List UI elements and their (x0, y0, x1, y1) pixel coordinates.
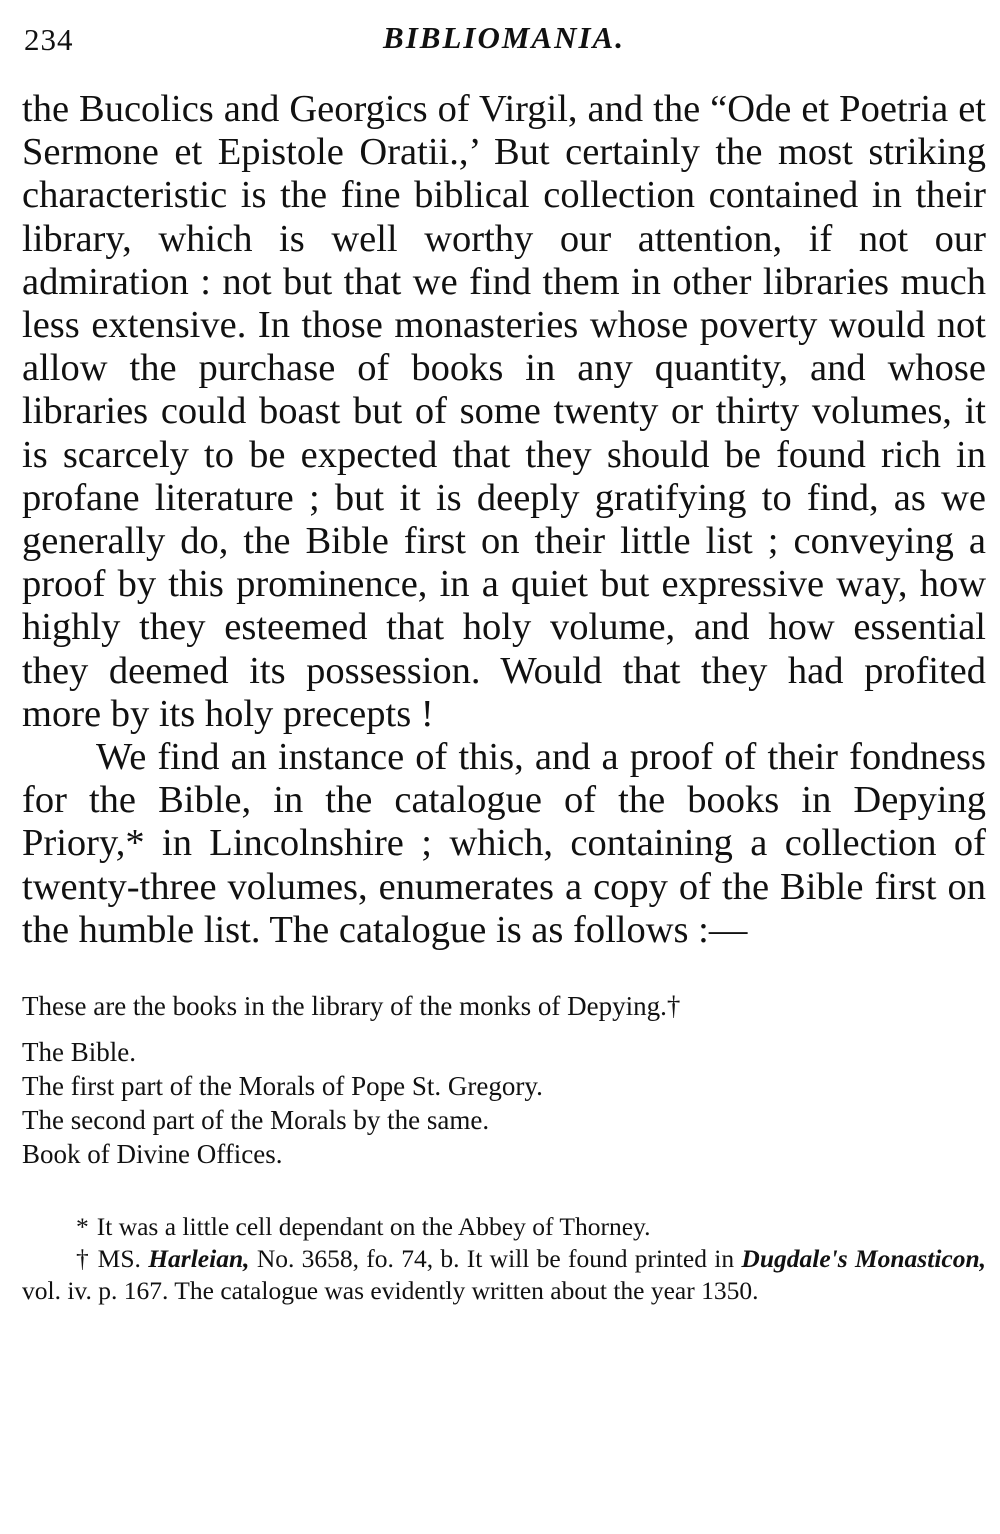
catalogue-item: Book of Divine Offices. (22, 1139, 283, 1170)
paragraph-1: the Bucolics and Georgics of Virgil, and the “Ode et Poetria et Sermone et Epistole Oratii.,’ But certainly the most striking characteristic is the fine biblical collection contained in their library, which is well worthy our attention, if not our admiration : not but that we find them in other libraries much less extensive. In those monasteries whose poverty would not allow the purchase of books in any quantity, and whose libraries could boast but of some twenty or thirty volumes, it is scarcely to be expected that they should be found rich in profane literature ; but it is deeply gratifying to find, as we generally do, the Bible first on their little list ; conveying a proof by this prominence, in a quiet but expressive way, how highly they esteemed that holy volume, and how essential they deemed its possession. Would that they had profited more by its holy precepts ! (22, 88, 986, 735)
footnote-1-mark: * (76, 1212, 89, 1242)
footnote-1 (22, 1211, 986, 1243)
footnote-2-mark: † (76, 1244, 90, 1274)
body-text (22, 88, 986, 952)
page-number: 234 (24, 22, 74, 57)
footnote-2-suffix: vol. iv. p. 167. The catalogue was evidently written about the year 1350. (22, 1276, 759, 1306)
book-page (22, 14, 986, 1307)
footnote-2-middle: No. 3658, fo. 74, b. It will be found printed in (256, 1244, 735, 1274)
catalogue-list (22, 1035, 986, 1171)
footnote-2-title-harleian: Harleian, (148, 1244, 250, 1274)
catalogue (22, 989, 986, 1171)
footnotes (22, 1211, 986, 1307)
footnote-2-prefix: MS. (97, 1244, 141, 1274)
running-head (22, 14, 986, 64)
paragraph-2: We find an instance of this, and a proof of their fondness for the Bible, in the catalogue of the books in Depying Priory,* in Lincolnshire ; which, containing a collection of twenty-three volumes, enumerates a copy of the Bible first on the humble list. The catalogue is as follows :— (22, 736, 986, 951)
catalogue-item: The first part of the Morals of Pope St. Gregory. (22, 1071, 543, 1102)
footnote-2 (22, 1243, 986, 1307)
catalogue-item: The Bible. (22, 1037, 136, 1068)
running-title: BIBLIOMANIA. (383, 20, 625, 55)
footnote-1-text: It was a little cell dependant on the Abbey of Thorney. (96, 1212, 651, 1242)
catalogue-item: The second part of the Morals by the same. (22, 1105, 490, 1136)
catalogue-heading: These are the books in the library of the monks of Depying.† (22, 991, 681, 1022)
footnote-2-title-monasticon: Dugdale's Monasticon, (741, 1244, 987, 1274)
